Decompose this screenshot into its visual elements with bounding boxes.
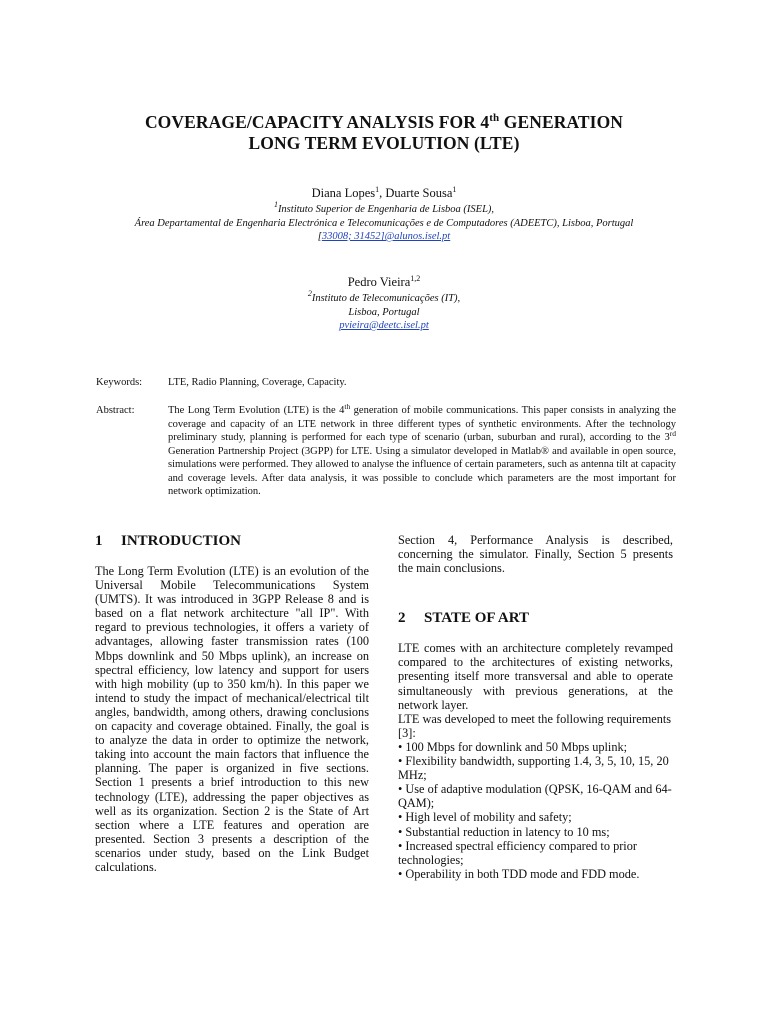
list-item: • Substantial reduction in latency to 10 ms; <box>398 824 610 839</box>
section-1-heading: 1 INTRODUCTION <box>95 533 242 549</box>
author-block-2 <box>60 275 708 333</box>
section-1-paragraph: The Long Term Evolution (LTE) is an evolution of the Universal Mobile Telecommunications System (UMTS). It was introduced in 3GPP Release 8 and is based on a flat network architecture "all IP". With regard to previous technologies, it offers a variety of advantages, allowing faster transmission rates (100 Mbps downlink and 50 Mbps uplink), an increase on spectral efficiency, low latency and support for users with high mobility (up to 350 km/h). In this paper we intend to study the impact of mechanical/electrical tilt angles, bandwidth, among others, drawing conclusions on capacity and coverage obtained. Finally, the goal is to analyze the data in order to optimize the network, taking into account the main factors that influence the planning. The paper is organized in five sections. Section 1 presents a brief introduction to this new technology (LTE), addressing the paper objectives as well as its organization. Section 2 is the State of Art section where a LTE features and operation are presented. Section 3 presents a description of the scenarios under study, based on the Link Budget calculations. <box>95 564 369 874</box>
abstract-label: Abstract: <box>96 405 135 416</box>
list-item: • Use of adaptive modulation (QPSK, 16-QAM and 64-QAM); <box>398 782 672 811</box>
affiliation-2-city: Lisboa, Portugal <box>348 306 420 318</box>
email-link-1[interactable]: 33008; 31452]@alunos.isel.pt <box>321 231 451 242</box>
author-email-2 <box>60 319 708 333</box>
author-name-2: Pedro Vieira$^{1,2}$ <box>347 274 421 289</box>
section-1-continuation: Section 4, Performance Analysis is described, concerning the simulator. Finally, Section 5 presents the main conclusions. <box>398 533 673 576</box>
affiliation-1: $^1$Instituto Superior de Engenharia de Lisboa (ISEL), <box>273 200 495 215</box>
paper-title <box>60 112 708 154</box>
title-line-2: LONG TERM EVOLUTION (LTE) <box>248 133 520 153</box>
keywords-row <box>96 376 676 390</box>
keywords-label: Keywords: <box>96 377 143 388</box>
abstract-row <box>96 404 676 500</box>
requirements-list <box>398 740 673 881</box>
email-link-2[interactable]: pvieira@deetc.isel.pt <box>339 320 429 331</box>
section-2-requirements-intro: LTE was developed to meet the following requirements [3]: <box>398 711 672 740</box>
affiliation-2: $^2$Instituto de Telecomunicações (IT), <box>307 289 461 304</box>
section-2-heading: 2 STATE OF ART <box>398 610 530 627</box>
list-item: • Operability in both TDD mode and FDD mode. <box>398 866 640 881</box>
title-line-1: COVERAGE/CAPACITY ANALYSIS FOR 4th GENERATION <box>144 112 624 132</box>
author-names: Diana Lopes$^1$, Duarte Sousa$^1$ <box>311 185 457 200</box>
list-item: • Flexibility bandwidth, supporting 1.4, 3, 5, 10, 15, 20 MHz; <box>398 754 669 783</box>
keywords-text: LTE, Radio Planning, Coverage, Capacity. <box>168 377 347 388</box>
abstract-text: The Long Term Evolution (LTE) is the 4th generation of mobile communications. This paper consists in analyzing the coverage and capacity of an LTE network in three different types of synthetic environments. After the technology preliminary study, planning is performed for each type of scenario (urban, suburban and rural), according to the 3rd Generation Partnership Project (3GPP) for LTE. Using a simulator developed in Matlab® and available in open source, simulations were performed. They allowed to analyse the influence of certain parameters, such as antenna tilt at capacity and coverage levels. After data analysis, it was possible to conclude which parameters are the most important for network optimization. <box>168 402 676 497</box>
section-2-paragraph: LTE comes with an architecture completely revamped compared to the architectures of existing networks, presenting itself more transversal and able to operate simultaneously with previous generations, at the network layer. <box>398 641 673 712</box>
list-item: • Increased spectral efficiency compared to prior technologies; <box>398 838 637 867</box>
affiliation-1-department: Área Departamental de Engenharia Electrónica e Telecomunicações e de Computadores (ADEETC), Lisboa, Portugal <box>134 217 634 229</box>
list-item: • 100 Mbps for downlink and 50 Mbps uplink; <box>398 739 628 754</box>
left-column <box>95 532 369 874</box>
author-block-1 <box>60 186 708 244</box>
right-column <box>398 533 673 881</box>
list-item: • High level of mobility and safety; <box>398 810 572 825</box>
author-email-1: [33008; 31452]@alunos.isel.pt <box>317 231 451 242</box>
